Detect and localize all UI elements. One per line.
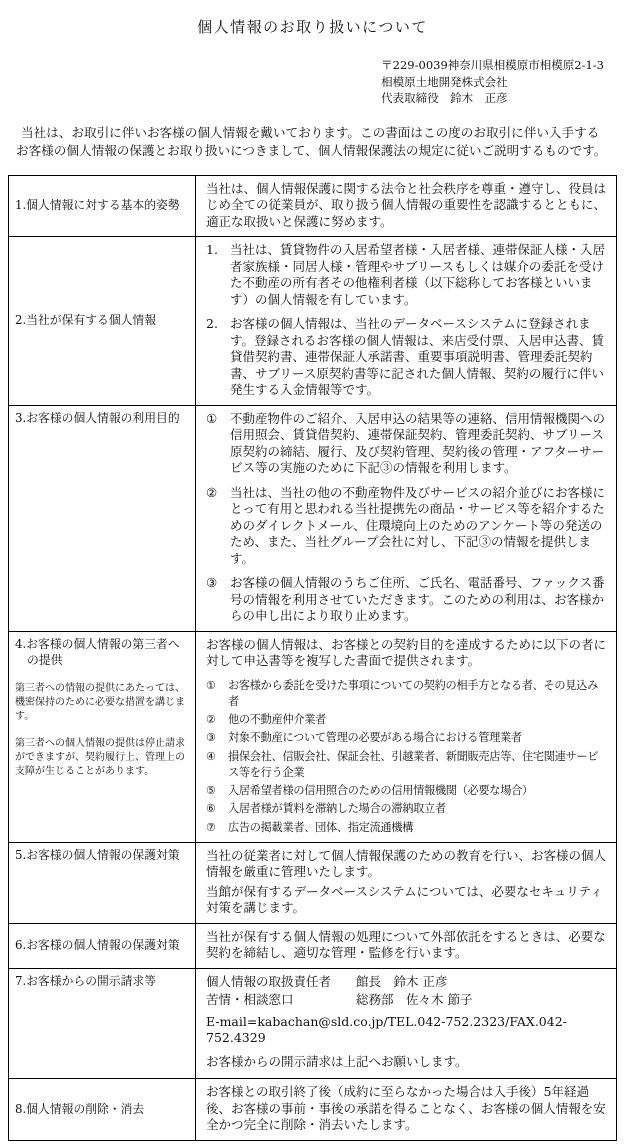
row-label: 3.お客様の個人情報の利用目的 — [15, 410, 180, 425]
row-label-cell — [9, 842, 196, 923]
paragraph: 当館が保有するデータベースシステムについては、必要なセキュリティ対策を講じます。 — [206, 883, 603, 916]
numbered-item — [206, 316, 608, 399]
postal-address: 〒229-0039神奈川県相模原市相模原2-1-3 — [381, 58, 604, 72]
paragraph: 当社が保有する個人情報の処理について外部依託をするときは、必要な契約を締結し、適切な管理・監修を行います。 — [206, 928, 606, 961]
item-text: お客様の個人情報のうちご住所、ご氏名、電話番号、ファックス番号の情報を利用させていただきます。このための利用は、お客様からの申し出により取り止めます。 — [230, 575, 605, 624]
item-marker: 1. — [206, 242, 218, 258]
item-marker: ③ — [206, 575, 218, 591]
numbered-item — [206, 242, 608, 308]
row-label: 1.個人情報に対する基本的姿勢 — [15, 198, 180, 213]
row-content-cell — [196, 175, 617, 237]
table-row — [9, 405, 617, 631]
row-content-cell — [196, 237, 617, 406]
numbered-item — [206, 678, 608, 710]
letterhead — [381, 57, 604, 107]
row-content-cell — [196, 405, 617, 631]
item-marker: ⑤ — [206, 784, 216, 798]
paragraph: お客様の個人情報は、お客様との契約目的を達成するために以下の者に対して申込書等を複写した書面で提供されます。 — [206, 636, 607, 669]
table-row — [9, 237, 617, 406]
row-content-cell — [196, 923, 617, 968]
privacy-table — [8, 175, 617, 1141]
row-label-cell — [9, 923, 196, 968]
table-row — [9, 175, 617, 237]
item-text: 他の不動産仲介業者 — [228, 713, 326, 727]
paragraph: 当社の従業者に対して個人情報保護のための教育を行い、お客様の個人情報を厳重に管理いたします。 — [206, 847, 607, 880]
item-text: 当社は、当社の他の不動産物件及びサービスの紹介並びにお客様にとって有用と思われる当社提携先の商品・サービス等を紹介するためのダイレクトメール、住環境向上のためのアンケート等の発送のため、また、当社グループ会社に対し、下記③の情報を提供します。 — [230, 484, 606, 566]
paragraph: 個人情報の取扱責任者 館長 鈴木 正彦 — [206, 973, 448, 989]
item-text: お客様の個人情報は、当社のデータベースシステムに登録されます。登録されるお客様の個人情報は、来店受付票、入居申込書、賃貸借契約書、連帯保証人承諾書、重要事項説明書、管理委託契約書、サブリース原契約書等に記された個人情報、契約の履行に伴い発生する入金情報等です。 — [230, 316, 605, 398]
item-marker: ② — [206, 484, 218, 500]
row-content-cell — [196, 842, 617, 923]
item-text: 広告の掲載業者、団体、指定流通機構 — [228, 820, 414, 834]
row-label-cell — [9, 237, 196, 406]
row-label-cell — [9, 631, 196, 842]
item-marker: ① — [206, 410, 218, 426]
item-text: お客様から委託を受けた事項についての契約の相手方となる者、その見込み者 — [228, 678, 598, 708]
company-name: 相模原土地開発株式会社 — [381, 74, 508, 89]
row-label-cell — [9, 405, 196, 631]
page-title: 個人情報のお取り扱いについて — [197, 18, 428, 36]
item-text: 当社は、賃貸物件の入居希望者様・入居者様、連帯保証人様・入居者家族様・同居人様・管理やサブリースもしくは媒介の委託を受けた不動産の所有者その他権利者様（以下総称してお客様といいます）の個人情報を有しています。 — [230, 242, 606, 307]
item-text: 対象不動産について管理の必要がある場合における管理業者 — [228, 731, 522, 745]
row-label-cell — [9, 175, 196, 237]
item-marker: ④ — [206, 749, 216, 763]
numbered-item — [206, 411, 608, 477]
representative-name: 代表取締役 鈴木 正彦 — [381, 91, 508, 106]
paragraph: 苦情・相談窓口 総務部 佐々木 節子 — [206, 992, 473, 1008]
paragraph: 当社は、個人情報保護に関する法令と社会秩序を尊重・遵守し、役員はじめ全ての従業員が、取り扱う個人情報の重要性を認識するとともに、適正な取扱いと保護に努めます。 — [206, 180, 607, 229]
intro-paragraph: 当社は、お取引に伴いお客様の個人情報を戴いております。この書面はこの度のお取引に伴い入手するお客様の個人情報の保護とお取り扱いにつきまして、個人情報保護法の規定に従いご説明するものです。 — [16, 125, 607, 159]
numbered-item — [206, 730, 608, 746]
table-row — [9, 968, 617, 1079]
table-row — [9, 923, 617, 968]
row-label-cell — [9, 968, 196, 1079]
item-marker: ② — [206, 713, 216, 727]
row-content-cell — [196, 631, 617, 842]
table-row — [9, 631, 617, 842]
row-label: 4.お客様の個人情報の第三者への提供 — [15, 636, 180, 667]
item-marker: ⑦ — [206, 820, 216, 834]
row-content-cell — [196, 1079, 617, 1141]
row-label-cell — [9, 1079, 196, 1141]
numbered-item — [206, 485, 608, 568]
table-row — [9, 842, 617, 923]
item-text: 入居希望者様の信用照合のための信用情報機関（必要な場合） — [228, 784, 533, 798]
row-content-cell — [196, 968, 617, 1079]
row-label-note: 第三者への情報の提供にあたっては、機密保持のために必要な措置を講じます。 — [15, 682, 185, 722]
item-marker: ① — [206, 678, 216, 692]
table-body — [9, 175, 617, 1140]
paragraph: E-mail=kabachan@sld.co.jp/TEL.042-752.2323/FAX.042-752.4329 — [206, 1013, 567, 1046]
row-label: 8.個人情報の削除・消去 — [15, 1101, 145, 1116]
item-text: 入居者様が賃料を滞納した場合の滞納取立者 — [228, 802, 446, 816]
row-label: 2.当社が保有する個人情報 — [15, 313, 157, 328]
item-marker: ⑥ — [206, 802, 216, 816]
numbered-item — [206, 820, 608, 836]
paragraph: お客様からの開示請求は上記へお願いします。 — [206, 1053, 468, 1069]
table-row — [9, 1079, 617, 1141]
row-label: 5.お客様の個人情報の保護対策 — [15, 847, 180, 862]
item-text: 損保会社、信販会社、保証会社、引越業者、新聞販売店等、住宅関連サービス等を行う企業 — [228, 749, 599, 779]
item-marker: 2. — [206, 316, 218, 332]
item-text: 不動産物件のご紹介、入居申込の結果等の連絡、信用情報機関への信用照会、賃貸借契約、連帯保証契約、管理委託契約、サブリース原契約の締結、履行、及び契約管理、契約後の管理・アフターサービス等の実施のために下記③の情報を利用します。 — [230, 410, 606, 476]
numbered-item — [206, 575, 608, 625]
item-marker: ③ — [206, 731, 216, 745]
row-label: 7.お客様からの開示請求等 — [15, 973, 157, 988]
row-label: 6.お客様の個人情報の保護対策 — [15, 937, 180, 952]
numbered-item — [206, 783, 608, 799]
numbered-item — [206, 712, 608, 728]
numbered-item — [206, 749, 608, 781]
paragraph: お客様との取引終了後（成約に至らなかった場合は入手後）5年経過後、お客様の事前・事後の承諾を得ることなく、お客様の個人情報を安全かつ完全に削除・消去いたします。 — [206, 1084, 606, 1133]
numbered-item — [206, 801, 608, 817]
row-label-note: 第三者への個人情報の提供は停止請求ができますが、契約履行上、管理上の支障が生じることがあります。 — [15, 737, 185, 777]
